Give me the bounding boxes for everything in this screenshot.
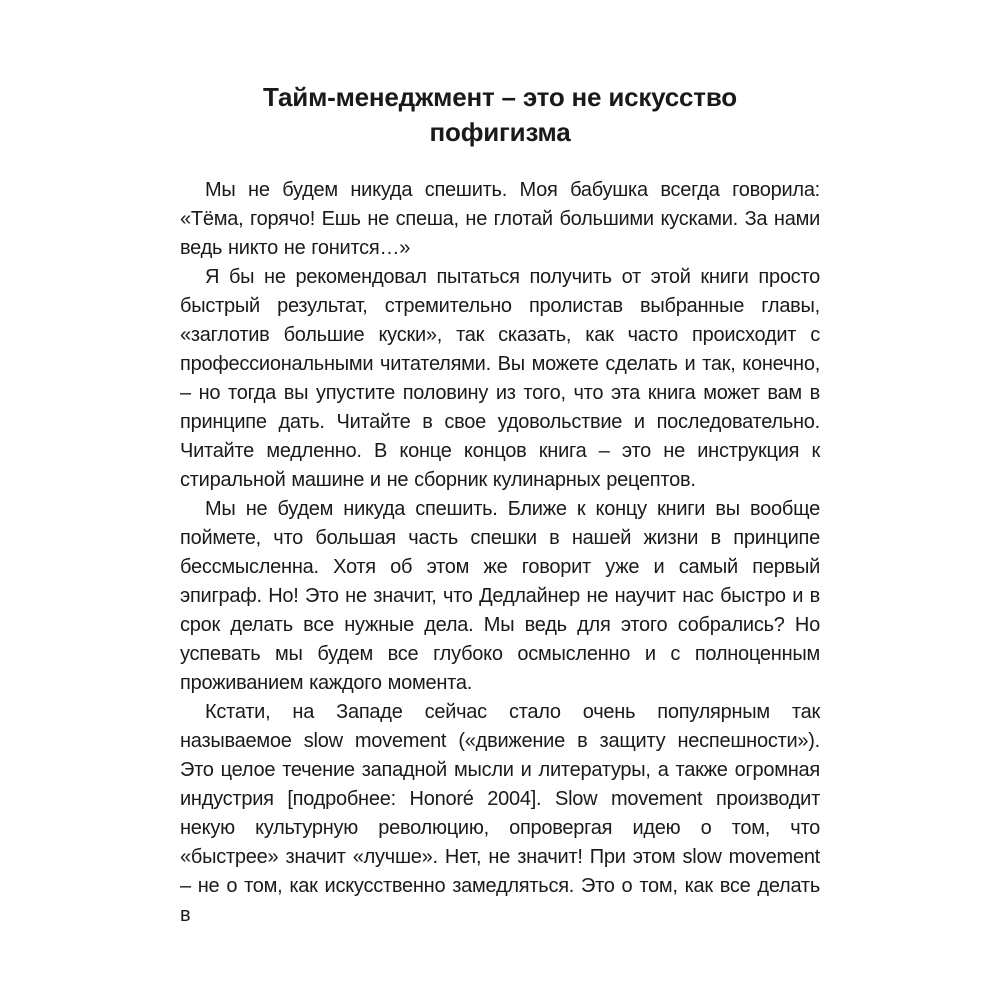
book-page <box>180 0 820 930</box>
paragraph-1: Мы не будем никуда спешить. Моя бабушка всегда говорила: «Тёма, горячо! Ешь не спеша, не глотай большими кусками. За нами ведь никто не гонится…» <box>180 179 820 259</box>
paragraph-4: Кстати, на Западе сейчас стало очень популярным так называемое slow movement («движение в защиту неспешности»). Это целое течение западной мысли и литературы, а также огромная индустрия [подробнее: Honoré 2004]. Slow movement производит некую культурную революцию, опровергая идею о том, что «быстрее» значит «лучше». Нет, не значит! При этом slow movement – не о том, как искусственно замедляться. Это о том, как все делать в <box>180 701 820 926</box>
paragraph-3: Мы не будем никуда спешить. Ближе к концу книги вы вообще поймете, что большая часть спешки в нашей жизни в принципе бессмысленна. Хотя об этом же говорит уже и самый первый эпиграф. Но! Это не значит, что Дедлайнер не научит нас быстро и в срок делать все нужные дела. Мы ведь для этого собрались? Но успевать мы будем все глубоко осмысленно и с полноценным проживанием каждого момента. <box>180 498 820 694</box>
paragraph-2: Я бы не рекомендовал пытаться получить от этой книги просто быстрый результат, стремительно пролистав выбранные главы, «заглотив большие куски», так сказать, как часто происходит с профессиональными читателями. Вы можете сделать и так, конечно, – но тогда вы упустите половину из того, что эта книга может вам в принципе дать. Читайте в свое удовольствие и последовательно. Читайте медленно. В конце концов книга – это не инструкция к стиральной машине и не сборник кулинарных рецептов. <box>180 266 820 491</box>
chapter-title: Тайм-менеджмент – это не искусство пофигизма <box>263 82 737 147</box>
